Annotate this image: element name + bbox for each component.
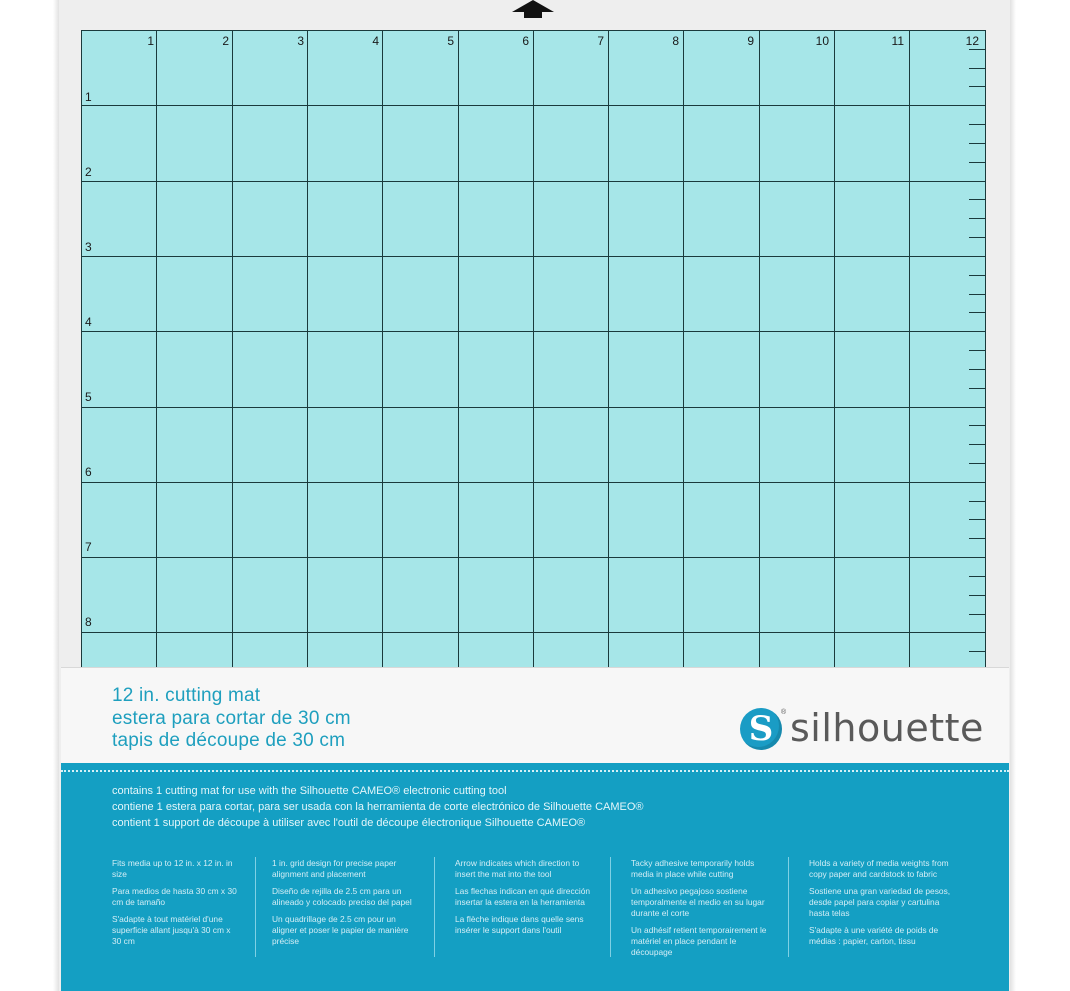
cutting-grid [81, 30, 986, 667]
silhouette-logo [740, 706, 984, 754]
feature-adhesive [631, 858, 776, 964]
feature-divider [610, 857, 611, 957]
row-number: 7 [85, 540, 92, 554]
title-french: tapis de découpe de 30 cm [112, 730, 346, 751]
contents-spanish: contiene 1 estera para cortar, para ser usada con la herramienta de corte electrónico de Silhouette CAMEO® [112, 801, 644, 813]
feature-media-weight [809, 858, 959, 953]
info-panel [61, 763, 1009, 991]
row-number: 2 [85, 165, 92, 179]
row-number: 5 [85, 390, 92, 404]
feature-arrow [455, 858, 600, 942]
feature-text: S'adapte à tout matériel d'une superficie allant jusqu'à 30 cm x 30 cm [112, 914, 231, 946]
feature-text: Holds a variety of media weights from copy paper and cardstock to fabric [809, 858, 949, 879]
feature-text: Sostiene una gran variedad de pesos, desde papel para copiar y cartulina hasta telas [809, 886, 951, 918]
feature-text: La flèche indique dans quelle sens insérer le support dans l'outil [455, 914, 584, 935]
dotted-divider [61, 770, 1009, 772]
feature-divider [788, 857, 789, 957]
up-arrow-icon [512, 0, 554, 18]
title-english: 12 in. cutting mat [112, 685, 261, 706]
column-number: 5 [447, 34, 454, 48]
feature-text: Tacky adhesive temporarily holds media in place while cutting [631, 858, 755, 879]
feature-text: 1 in. grid design for precise paper alignment and placement [272, 858, 397, 879]
product-label [61, 667, 1009, 764]
logo-wordmark: silhouette [790, 706, 984, 750]
row-number: 8 [85, 615, 92, 629]
feature-divider [434, 857, 435, 957]
column-number: 7 [597, 34, 604, 48]
feature-text: Un quadrillage de 2.5 cm pour un aligner et poser le papier de manière précise [272, 914, 409, 946]
feature-text: Arrow indicates which direction to insert the mat into the tool [455, 858, 580, 879]
column-number: 3 [297, 34, 304, 48]
column-number: 8 [672, 34, 679, 48]
column-number: 9 [747, 34, 754, 48]
contents-english: contains 1 cutting mat for use with the Silhouette CAMEO® electronic cutting tool [112, 785, 507, 797]
feature-text: Un adhesivo pegajoso sostiene temporalmente el medio en su lugar durante el corte [631, 886, 765, 918]
column-number: 4 [372, 34, 379, 48]
title-spanish: estera para cortar de 30 cm [112, 708, 351, 729]
row-number: 3 [85, 240, 92, 254]
column-number: 12 [965, 34, 979, 48]
contents-french: contient 1 support de découpe à utiliser avec l'outil de découpe électronique Silhouette CAMEO® [112, 817, 586, 829]
row-number: 6 [85, 465, 92, 479]
logo-mark-icon: S [740, 708, 782, 750]
column-number: 2 [222, 34, 229, 48]
feature-media-size [112, 858, 240, 953]
row-number: 4 [85, 315, 92, 329]
feature-text: Un adhésif retient temporairement le matériel en place pendant le découpage [631, 925, 767, 957]
column-number: 1 [147, 34, 154, 48]
row-number: 1 [85, 90, 92, 104]
feature-text: S'adapte à une variété de poids de médias : papier, carton, tissu [809, 925, 939, 946]
feature-text: Para medios de hasta 30 cm x 30 cm de tamaño [112, 886, 237, 907]
registered-mark: ® [781, 709, 787, 716]
feature-divider [255, 857, 256, 957]
feature-text: Las flechas indican en qué dirección insertar la estera en la herramienta [455, 886, 591, 907]
grid-lines [81, 30, 986, 667]
column-number: 11 [891, 34, 904, 48]
package-edge-right [1010, 0, 1016, 991]
feature-text: Fits media up to 12 in. x 12 in. in size [112, 858, 233, 879]
feature-grid [272, 858, 422, 953]
feature-text: Diseño de rejilla de 2.5 cm para un alineado y colocado preciso del papel [272, 886, 412, 907]
column-number: 6 [522, 34, 529, 48]
column-number: 10 [815, 34, 829, 48]
